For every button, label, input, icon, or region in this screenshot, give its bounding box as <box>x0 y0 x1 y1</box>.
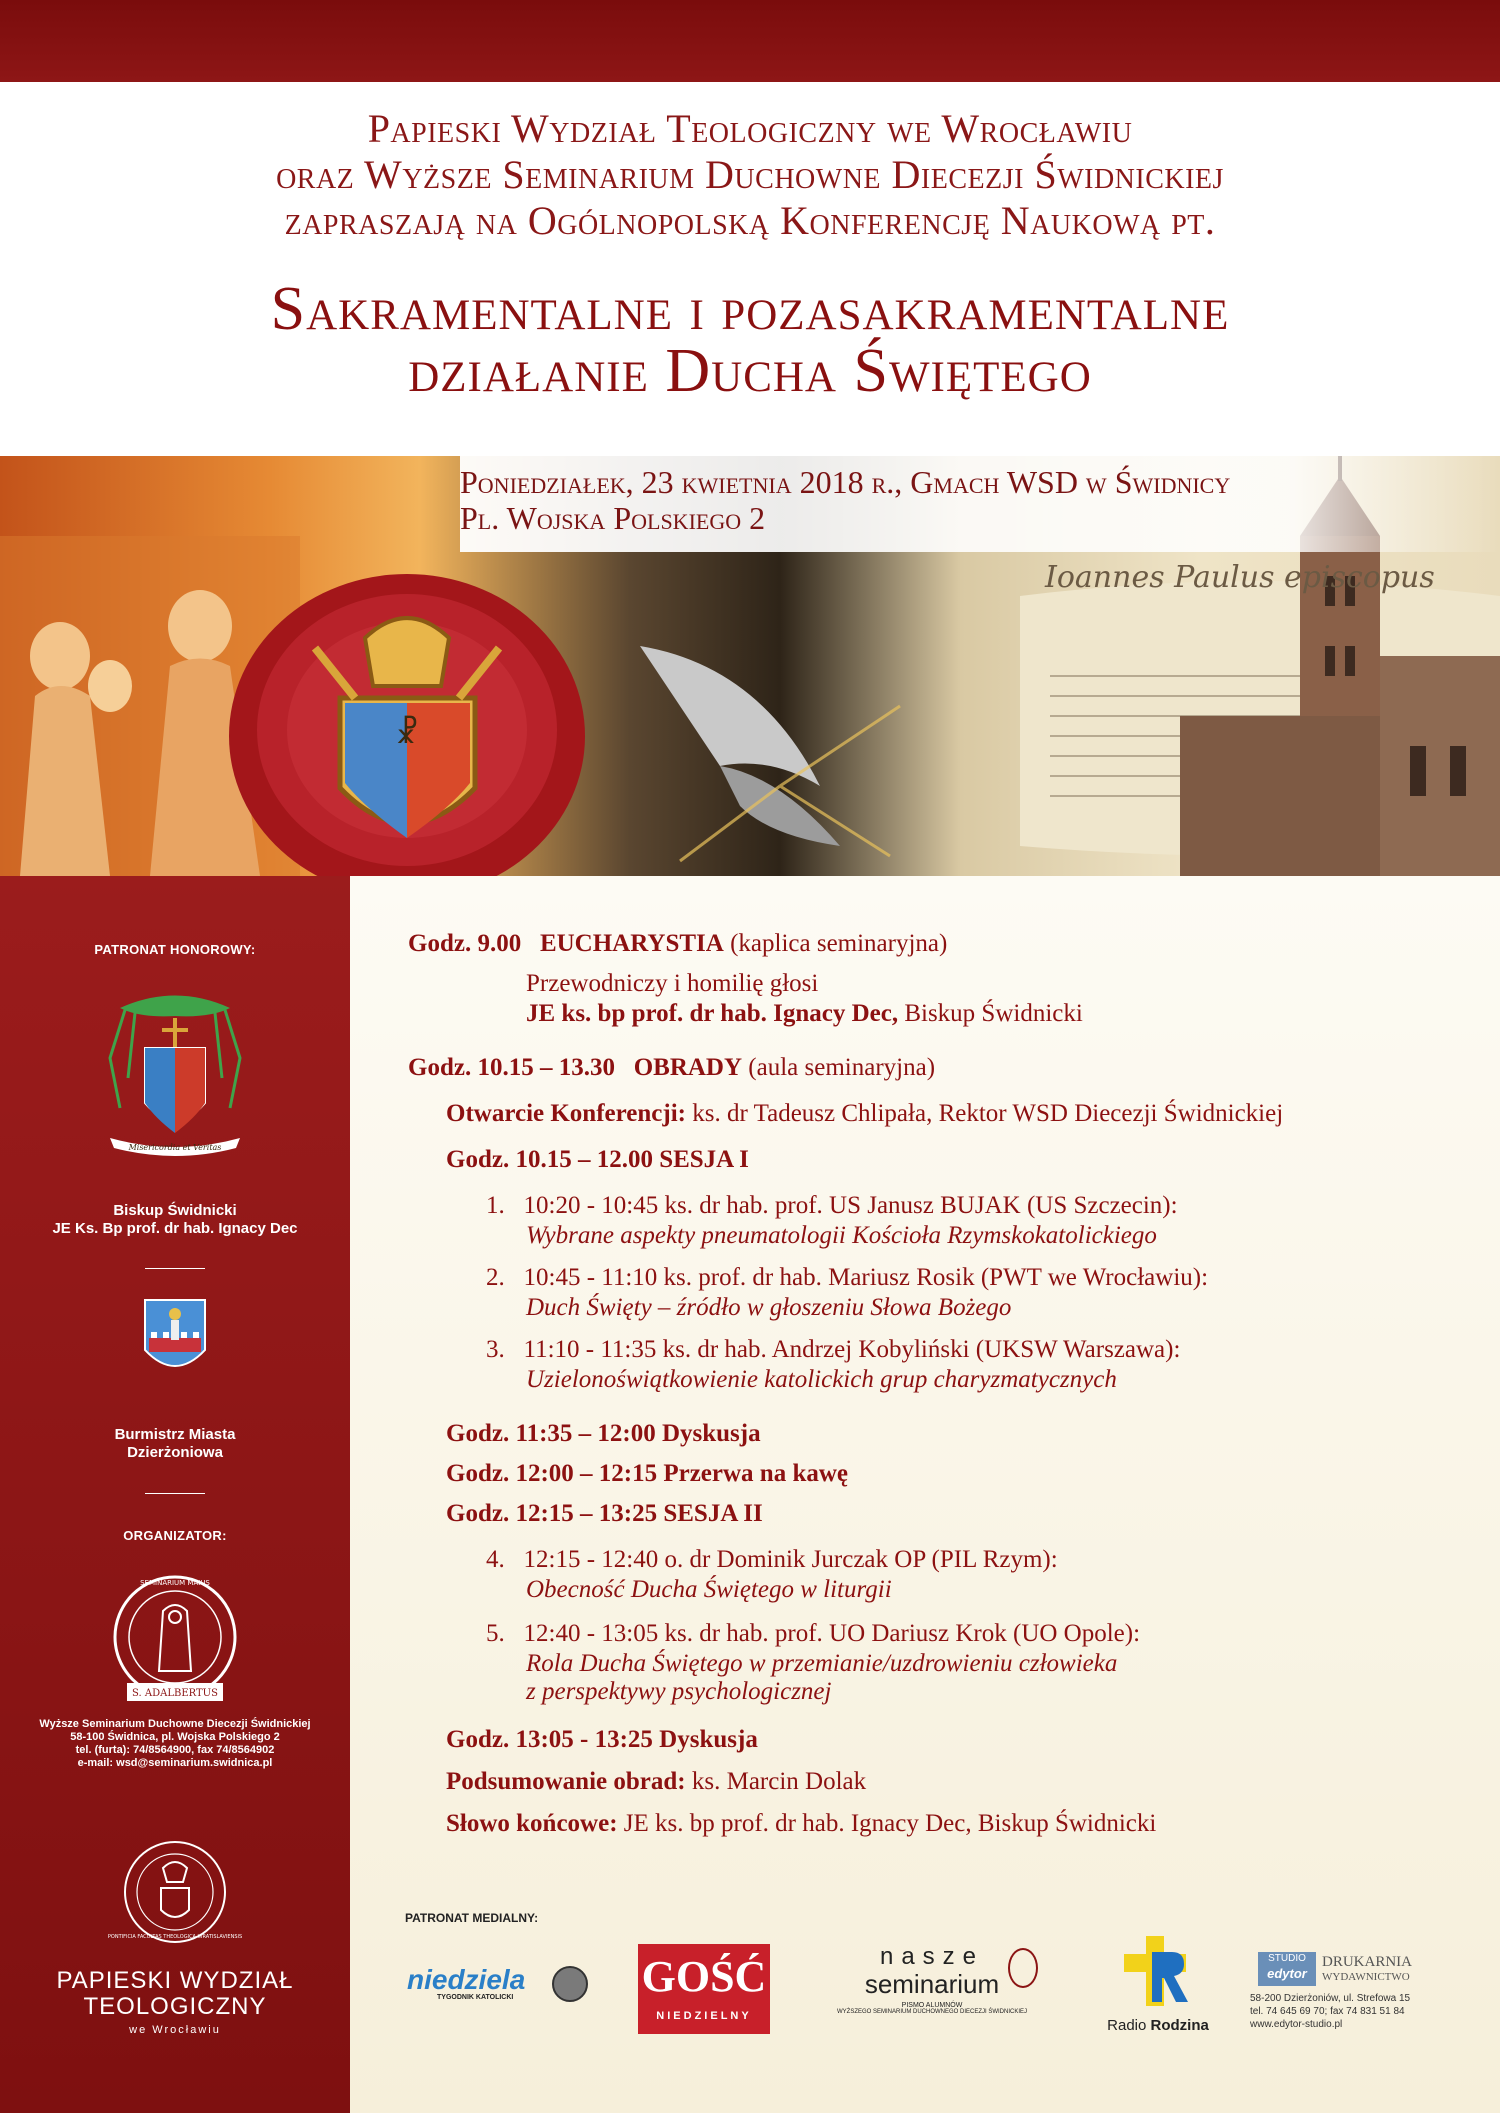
seminarium-wordmark: seminarium <box>864 1969 1000 1999</box>
faculty-seal <box>107 1838 243 1946</box>
bishop-name: JE Ks. Bp prof. dr hab. Ignacy Dec <box>52 1220 298 1237</box>
mayor-title: Burmistrz Miasta <box>114 1426 236 1443</box>
bishop-motto: Misericordia et Veritas <box>128 1143 222 1152</box>
edytor-website: www.edytor-studio.pl <box>1250 2019 1343 2030</box>
seminarium-subtitle: PISMO ALUMNÓW <box>901 2002 963 2009</box>
seminary-phone: tel. (furta): 74/8564900, fax 74/8564902 <box>75 1744 275 1756</box>
invitation <box>0 82 1500 244</box>
discussion-1: Godz. 11:35 – 12:00 Dyskusja <box>446 1420 761 1447</box>
divider <box>145 1493 205 1494</box>
talk-number: 5. <box>486 1620 505 1647</box>
closing-row <box>446 1810 1156 1838</box>
nasze-wordmark: nasze <box>879 1943 985 1970</box>
talk-1-topic: Wybrane aspekty pneumatologii Kościoła Rzymskokatolickiego <box>526 1222 1157 1249</box>
divider <box>145 1268 205 1269</box>
seminarium-subtitle-2: WYŻSZEGO SEMINARIUM DUCHOWNEGO DIECEZJI ŚWIDNICKIEJ <box>836 2009 1027 2015</box>
talk-5-topic-continued: z perspektywy psychologicznej <box>526 1678 832 1705</box>
niedziela-emblem-icon <box>552 1966 588 2002</box>
talk-4-topic: Obecność Ducha Świętego w liturgii <box>526 1576 892 1603</box>
mayor-city: Dzierżoniowa <box>127 1444 223 1461</box>
seminarium-seal-icon <box>1008 1948 1038 1988</box>
proceedings-row <box>408 1054 935 1082</box>
eucharist-time: Godz. 9.00 <box>408 930 522 957</box>
opening-label: Otwarcie Konferencji: <box>446 1100 686 1127</box>
date-line: Poniedziałek, 23 kwietnia 2018 r., Gmach WSD w Świdnicy <box>460 464 1231 500</box>
wax-seal-coat-of-arms <box>215 558 605 908</box>
invitation-line-2: oraz Wyższe Seminarium Duchowne Diecezji Świdnickiej <box>276 152 1224 197</box>
wydawnictwo-word: WYDAWNICTWO <box>1322 1971 1410 1983</box>
gosc-niedzielny-logo <box>638 1944 770 2034</box>
title-line-1: Sakramentalne i pozasakramentalne <box>270 275 1230 343</box>
patronat-label: PATRONAT HONOROWY: <box>94 942 256 957</box>
seminary-address: 58-100 Świdnica, pl. Wojska Polskiego 2 <box>70 1731 280 1743</box>
niedziela-wordmark: niedziela <box>407 1964 526 1995</box>
eucharist-title: EUCHARYSTIA <box>539 930 724 957</box>
talk-3 <box>486 1336 1180 1364</box>
conference-title <box>0 275 1500 405</box>
talk-2-topic: Duch Święty – źródło w głoszeniu Słowa Bożego <box>526 1294 1012 1321</box>
seminary-seal-ribbon: S. ADALBERTUS <box>132 1688 218 1699</box>
proceedings-title: OBRADY <box>633 1054 743 1081</box>
address-line: Pl. Wojska Polskiego 2 <box>460 500 766 536</box>
talk-5 <box>486 1620 1140 1648</box>
talk-1 <box>486 1192 1178 1220</box>
summary-row <box>446 1768 866 1796</box>
proceedings-time: Godz. 10.15 – 13.30 <box>408 1054 615 1081</box>
studio-edytor-box <box>1258 1952 1316 1986</box>
talk-line: 12:40 - 13:05 ks. dr hab. prof. UO Dariusz Krok (UO Opole): <box>523 1620 1141 1647</box>
talk-2 <box>486 1264 1208 1292</box>
eucharist-row <box>408 930 947 958</box>
talk-number: 2. <box>486 1264 505 1291</box>
presider-title: Biskup Świdnicki <box>904 1000 1083 1027</box>
opening-text: ks. dr Tadeusz Chlipała, Rektor WSD Diecezji Świdnickiej <box>692 1100 1284 1127</box>
gosc-subtitle: NIEDZIELNY <box>656 2010 752 2022</box>
radio-rodzina-icon <box>1118 1932 1198 2012</box>
seminary-seal <box>105 1571 245 1711</box>
rodzina-word: Rodzina <box>1150 2017 1209 2034</box>
gosc-wordmark: GOŚĆ <box>641 1952 767 2001</box>
talk-5-topic: Rola Ducha Świętego w przemianie/uzdrowieniu człowieka <box>526 1650 1118 1677</box>
faculty-name-1: PAPIESKI WYDZIAŁ <box>56 1967 294 1994</box>
niedziela-subtitle: TYGODNIK KATOLICKI <box>437 1994 514 2001</box>
talk-4 <box>486 1546 1058 1574</box>
edytor-studio-logo <box>1250 1952 1490 2032</box>
invitation-line-1: Papieski Wydział Teologiczny we Wrocławiu <box>367 106 1133 151</box>
bishop-coat-of-arms <box>100 988 250 1164</box>
drukarnia-word: DRUKARNIA <box>1322 1954 1412 1970</box>
niedziela-logo <box>407 1966 597 2006</box>
closing-text: JE ks. bp prof. dr hab. Ignacy Dec, Biskup Świdnicki <box>623 1810 1157 1837</box>
talk-line: 12:15 - 12:40 o. dr Dominik Jurczak OP (PIL Rzym): <box>523 1546 1058 1573</box>
header <box>0 82 1500 462</box>
scroll-heading: Ioannes Paulus episcopus <box>1045 560 1435 595</box>
closing-label: Słowo końcowe: <box>446 1810 618 1837</box>
title-line-2: działanie Ducha Świętego <box>408 337 1092 405</box>
coffee-break: Godz. 12:00 – 12:15 Przerwa na kawę <box>446 1460 849 1487</box>
seminary-seal-top: SEMINARIUM MAIUS <box>140 1579 210 1587</box>
media-patrons-label: PATRONAT MEDIALNY: <box>405 1911 539 1925</box>
faculty-city: we Wrocławiu <box>129 2024 221 2036</box>
edytor-word: edytor <box>1267 1966 1307 1981</box>
radio-word: Radio <box>1107 2017 1147 2034</box>
talk-number: 4. <box>486 1546 505 1573</box>
presider-name: JE ks. bp prof. dr hab. Ignacy Dec, <box>526 1000 899 1027</box>
nasze-seminarium-logo <box>822 1944 1042 2034</box>
discussion-2: Godz. 13:05 - 13:25 Dyskusja <box>446 1726 758 1753</box>
talk-number: 3. <box>486 1336 505 1363</box>
radio-rodzina-logo <box>1098 1932 1218 2042</box>
session-1-heading: Godz. 10.15 – 12.00 SESJA I <box>446 1146 749 1173</box>
talk-3-topic: Uzielonoświątkowienie katolickich grup charyzmatycznych <box>526 1366 1117 1393</box>
edytor-phone: tel. 74 645 69 70; fax 74 831 51 84 <box>1250 2006 1405 2017</box>
talk-line: 10:45 - 11:10 ks. prof. dr hab. Mariusz Rosik (PWT we Wrocławiu): <box>523 1264 1209 1291</box>
invitation-line-3: zapraszają na Ogólnopolską Konferencję Naukową pt. <box>284 198 1216 243</box>
faculty-name-2: TEOLOGICZNY <box>83 1993 267 2020</box>
top-color-bar <box>0 0 1500 82</box>
studio-word: STUDIO <box>1268 1953 1306 1964</box>
edytor-address: 58-200 Dzierżoniów, ul. Strefowa 15 <box>1250 1993 1411 2004</box>
dove-wing-image <box>620 606 900 866</box>
summary-label: Podsumowanie obrad: <box>446 1768 686 1795</box>
presider-label: Przewodniczy i homilię głosi <box>526 970 819 997</box>
organizer-label: ORGANIZATOR: <box>123 1528 227 1543</box>
faculty-seal-text: PONTIFICIA FACULTAS THEOLOGICA WRATISLAVIENSIS <box>107 1934 243 1940</box>
session-2-heading: Godz. 12:15 – 13:25 SESJA II <box>446 1500 763 1527</box>
seminary-name: Wyższe Seminarium Duchowne Diecezji Świdnickiej <box>39 1718 311 1730</box>
presider-row <box>526 1000 1083 1028</box>
talk-number: 1. <box>486 1192 505 1219</box>
dzierzoniow-coat-of-arms <box>143 1298 207 1382</box>
eucharist-place: (kaplica seminaryjna) <box>730 930 948 957</box>
bishop-title: Biskup Świdnicki <box>113 1202 237 1219</box>
sidebar-patrons <box>0 876 350 2113</box>
date-and-venue <box>460 456 1500 552</box>
opening-row <box>446 1100 1283 1128</box>
summary-text: ks. Marcin Dolak <box>691 1768 867 1795</box>
seminary-email: e-mail: wsd@seminarium.swidnica.pl <box>77 1757 273 1769</box>
svg-text:☧: ☧ <box>395 716 419 751</box>
talk-line: 10:20 - 10:45 ks. dr hab. prof. US Janusz BUJAK (US Szczecin): <box>523 1192 1178 1219</box>
talk-line: 11:10 - 11:35 ks. dr hab. Andrzej Kobyliński (UKSW Warszawa): <box>523 1336 1181 1363</box>
radio-rodzina-name <box>1098 2017 1218 2034</box>
proceedings-place: (aula seminaryjna) <box>748 1054 936 1081</box>
